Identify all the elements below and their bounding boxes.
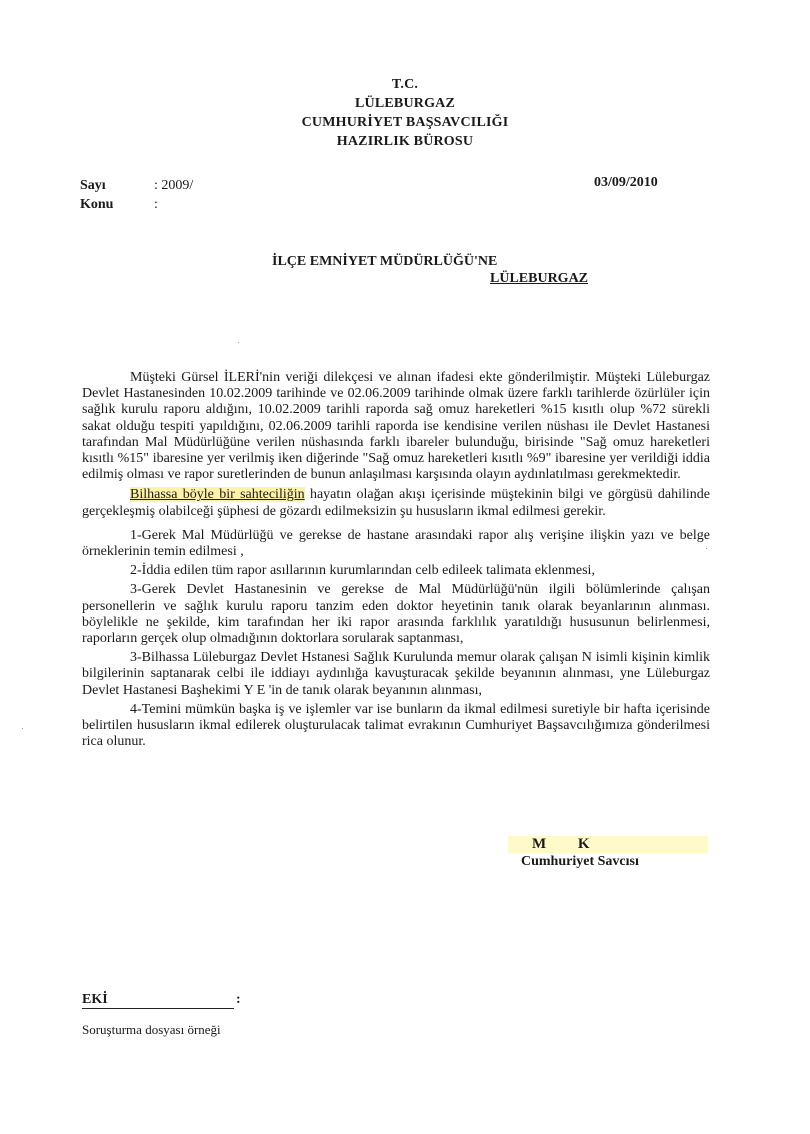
signature-initials: M K [532, 836, 590, 852]
konu-label: Konu [80, 197, 114, 212]
list-item: 4-Temini mümkün başka iş ve işlemler var ise bunların da ikmal edilmesi suretiyle bir hafta içerisinde belirtilen hususların ikmal edilerek oluşturulacak talimat evrakının Cumhuriyet Başsavcılığımıza gönderilmesi rica olunur. [82, 701, 710, 750]
recipient-line1: İLÇE EMNİYET MÜDÜRLÜĞÜ'NE [272, 254, 498, 269]
paragraph-instruction [82, 487, 710, 519]
document-date: 03/09/2010 [594, 175, 658, 190]
header-tc: T.C. [391, 77, 419, 92]
eki-underline [82, 1008, 234, 1009]
sayi-value: : 2009/ [154, 178, 194, 193]
header-city: LÜLEBURGAZ [354, 96, 456, 111]
eki-label: EKİ [82, 992, 108, 1007]
eki-colon: : [236, 992, 241, 1007]
list-item: 1-Gerek Mal Müdürlüğü ve gerekse de hastane arasındaki rapor alış verişine ilişkin yazı ve belge örneklerinin temin edilmesi , [82, 527, 710, 560]
recipient-line2: LÜLEBURGAZ [490, 271, 589, 286]
list-item: 2-İddia edilen tüm rapor asıllarının kurumlarından celb edileek talimata eklenmesi, [130, 563, 595, 579]
list-item: 3-Bilhassa Lüleburgaz Devlet Hstanesi Sağlık Kurulunda memur olarak çalışan N isimli kişinin kimlik bilgilerinin saptanarak celbi ile iddiayı aydınlığa kavuşturacak şekilde beyanının alınması, yne Lüleburgaz Devlet Hastanesi Başhekimi Y E 'in de tanık olarak beyanının alınması, [82, 650, 710, 698]
scan-speck [238, 342, 239, 343]
paragraph-complaint: Müşteki Gürsel İLERİ'nin veriği dilekçesi ve alınan ifadesi ekte gönderilmiştir. Müşteki Lüleburgaz Devlet Hastanesinden 10.02.2009 tarihinde ve 02.06.2009 tarihinde olmak üzere farklı tarihlerde özürlüler için sağlık kurulu raporu aldığını, 10.02.2009 tarihli raporda sağ omuz hareketleri %15 kısıtlı olup %72 sürekli sakat olduğu tespiti yapıldığını, 02.06.2009 tarihli raporda ise kendisine verilen nüshası ile Devlet Hastanesi tarafından Mal Müdürlüğüne verilen nüshasında farklı ibareler bulunduğu, birisinde "Sağ omuz hareketleri kısıtlı %15" ibaresine yer verilmiş iken diğerinde "Sağ omuz hareketleri kısıtlı %9" ibaresine yer verildiği iddia edilmiş olması ve rapor suretlerinden de bunun anlaşılması karşısında olayın aydınlatılması gerekmektedir. [82, 370, 710, 483]
highlighted-phrase: Bilhassa böyle bir sahteciliğin [130, 487, 305, 503]
signature-title: Cumhuriyet Savcısı [521, 854, 639, 869]
konu-value: : [154, 197, 158, 212]
header-bureau: HAZIRLIK BÜROSU [336, 134, 474, 149]
paragraph-instruction-rest: hayatın olağan akışı içerisinde müştekinin bilgi ve görgüsü dahilinde gerçekleşmiş olabilceği şüphesi de gözardı edilmeksizin şu hususların ikmal edilmesi gerekir. [82, 487, 710, 519]
scan-speck [706, 548, 707, 549]
header-office: CUMHURİYET BAŞSAVCILIĞI [301, 115, 509, 130]
signature-initials-block [508, 836, 708, 853]
letter-body [82, 370, 710, 750]
sayi-label: Sayı [80, 178, 106, 193]
list-item: 3-Gerek Devlet Hastanesinin ve gerekse de Mal Müdürlüğü'nün ilgili bölümlerinde çalışan personellerin ve sağlık kurulu raporu tanzim eden doktor heyetinin tanık olarak beyanlarının alınması. böylelikle ne şekilde, kim tarafından her iki rapor arasında farklılık yaratıldığı hususunun belirlenmesi, raporların gerçek olup olmadığının doktorlara sorularak saptanması, [82, 582, 710, 647]
scan-speck [22, 728, 23, 729]
attachment-note: Soruşturma dosyası örneği [82, 1022, 221, 1037]
